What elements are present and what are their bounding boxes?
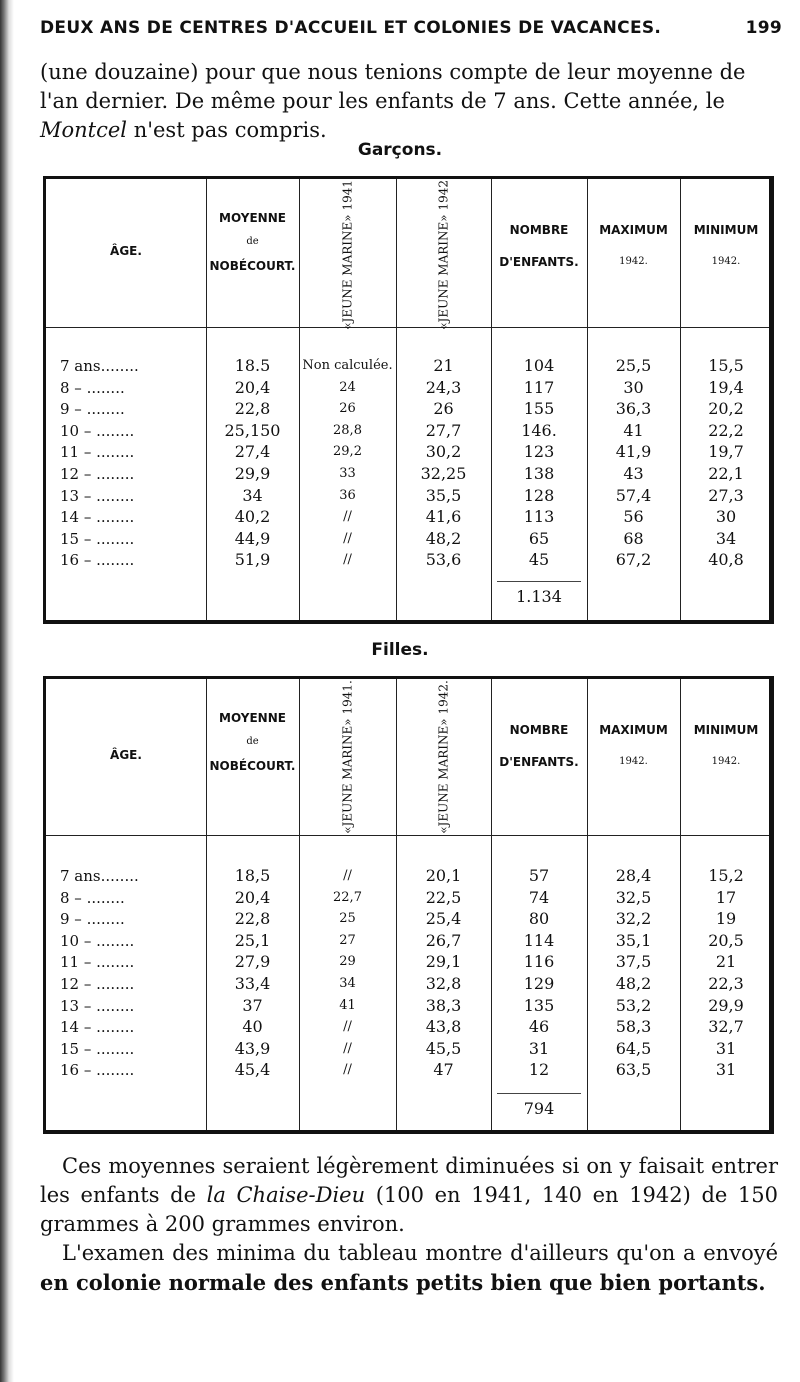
cell-min: 22,3	[708, 974, 744, 993]
cell-jm42: 26	[433, 399, 454, 419]
cell-jm42: 27,7	[425, 420, 462, 440]
cell-moy: 22,8	[234, 909, 271, 929]
cell-max: 63,5	[615, 1060, 652, 1080]
header-min-line: MINIMUM	[693, 223, 759, 237]
table-row	[46, 995, 769, 1017]
cell-moy: 27,4	[234, 442, 271, 462]
header-moy-line: MOYENNE	[219, 711, 286, 725]
cell-min: 15,5	[708, 356, 744, 375]
header-jm42: «JEUNE MARINE» 1942.	[436, 680, 450, 834]
cell-max: 25,5	[615, 356, 652, 375]
cell-min: 29,9	[708, 995, 744, 1015]
cell-nb: 117	[523, 377, 555, 397]
header-nb-line: D'ENFANTS.	[499, 255, 579, 269]
cell-moy: 40,2	[234, 507, 271, 527]
row-age: 15 – ........	[60, 529, 135, 548]
cell-max: 58,3	[615, 1017, 652, 1037]
total-rule	[497, 581, 581, 582]
header-max-line: 1942.	[619, 256, 648, 267]
row-age: 11 – ........	[60, 953, 135, 972]
cell-nb: 46	[528, 1017, 550, 1037]
cell-jm41: Non calculée.	[302, 358, 393, 373]
cell-jm42: 32,8	[425, 974, 462, 993]
header-max-line: MAXIMUM	[599, 723, 668, 737]
header-nb-line: NOMBRE	[509, 723, 569, 737]
cell-jm42: 30,2	[425, 442, 462, 462]
header-max	[589, 223, 678, 287]
header-jm41: «JEUNE MARINE» 1941.	[340, 680, 354, 834]
closing-p1-text-a: Ces moyennes seraient légèrement diminuées si on y faisait entrer les enfants de	[40, 1154, 778, 1207]
cell-moy: 37	[242, 995, 263, 1015]
header-age	[48, 748, 204, 780]
cell-jm42: 45,5	[425, 1038, 462, 1058]
table-row	[46, 1038, 769, 1060]
row-age: 13 – ........	[60, 996, 135, 1015]
cell-jm41: //	[343, 1040, 352, 1056]
cell-min: 19,4	[708, 377, 744, 397]
cell-max: 56	[623, 507, 644, 527]
header-max	[589, 723, 678, 787]
intro-text-1: (une douzaine) pour que nous tenions compte de leur moyenne de l'an dernier. De même pour les enfants de 7 ans. Cette année, le	[40, 60, 746, 113]
cell-jm41: 26	[339, 401, 356, 417]
cell-jm41: 24	[339, 379, 356, 395]
cell-jm42: 24,3	[425, 377, 462, 397]
cell-jm41: 27	[339, 932, 356, 948]
row-age: 14 – ........	[60, 508, 135, 527]
header-divider	[46, 835, 769, 836]
cell-min: 20,5	[708, 930, 744, 950]
row-age: 15 – ........	[60, 1039, 135, 1058]
row-age: 16 – ........	[60, 551, 135, 570]
cell-jm42: 38,3	[425, 995, 462, 1015]
table-row	[46, 887, 769, 909]
header-max-line: 1942.	[619, 756, 648, 767]
header-age-line: ÂGE.	[110, 748, 142, 762]
cell-min: 21	[715, 952, 737, 972]
row-age: 9 – ........	[60, 910, 125, 929]
table-row	[46, 506, 769, 528]
cell-jm42: 20,1	[425, 866, 462, 885]
table-row	[46, 377, 769, 399]
cell-nb: 123	[523, 442, 555, 462]
cell-moy: 45,4	[234, 1060, 271, 1080]
closing-p2-text-a: L'examen des minima du tableau montre d'ailleurs qu'on a envoyé	[62, 1241, 778, 1265]
table-row	[46, 420, 769, 442]
cell-jm42: 53,6	[425, 550, 462, 570]
cell-moy: 40	[242, 1017, 263, 1037]
cell-max: 35,1	[615, 930, 652, 950]
row-age: 12 – ........	[60, 465, 135, 483]
cell-jm42: 48,2	[425, 528, 462, 548]
cell-moy: 43,9	[234, 1038, 271, 1058]
header-nb	[493, 223, 585, 287]
row-age: 16 – ........	[60, 1061, 135, 1080]
cell-max: 64,5	[615, 1038, 652, 1058]
cell-jm41: //	[343, 509, 352, 525]
cell-nb: 155	[523, 399, 555, 419]
cell-nb: 114	[523, 930, 555, 950]
cell-max: 43	[623, 464, 644, 483]
cell-min: 22,1	[708, 464, 744, 483]
cell-max: 48,2	[615, 974, 652, 993]
page-number: 199	[745, 18, 782, 38]
header-moy-line: NOBÉCOURT.	[209, 759, 296, 773]
header-min-line: 1942.	[711, 756, 741, 767]
cell-min: 40,8	[708, 550, 744, 570]
cell-jm41: 29,2	[333, 444, 362, 460]
cell-max: 67,2	[615, 550, 652, 570]
cell-jm41: //	[343, 1062, 352, 1078]
running-header	[40, 18, 782, 38]
cell-min: 34	[715, 528, 737, 548]
cell-min: 20,2	[708, 399, 744, 419]
header-nb-line: NOMBRE	[509, 223, 569, 237]
garcons-title: Garçons.	[357, 140, 443, 160]
cell-nb: 116	[523, 952, 555, 972]
cell-max: 68	[623, 528, 644, 548]
row-age: 10 – ........	[60, 421, 135, 440]
table-row	[46, 973, 769, 995]
table-row	[46, 951, 769, 973]
closing-p2-text-b: en colonie normale des enfants petits bien que bien portants.	[40, 1270, 766, 1295]
cell-nb: 80	[528, 909, 550, 929]
header-min	[682, 723, 770, 787]
cell-moy: 44,9	[234, 528, 271, 548]
cell-jm42: 21	[433, 356, 454, 375]
cell-max: 32,5	[615, 887, 652, 907]
cell-nb: 12	[528, 1060, 550, 1080]
cell-nb: 146.	[521, 420, 557, 440]
header-min-line: MINIMUM	[693, 723, 759, 737]
cell-nb: 74	[528, 887, 550, 907]
header-moy-line: de	[246, 236, 259, 247]
intro-montcel: Montcel	[40, 118, 128, 142]
header-moy	[208, 711, 297, 783]
closing-chaise-dieu: la Chaise-Dieu	[206, 1183, 366, 1207]
total-children: 794	[523, 1099, 555, 1118]
table-row	[46, 441, 769, 463]
cell-max: 57,4	[615, 485, 652, 505]
cell-min: 22,2	[708, 420, 744, 440]
filles-table	[43, 676, 774, 1134]
cell-min: 30	[715, 507, 737, 527]
cell-nb: 129	[523, 974, 555, 993]
closing-text	[40, 1152, 778, 1298]
cell-jm42: 25,4	[425, 909, 462, 929]
closing-p1-text-b: (100 en 1941, 140 en 1942) de 150 grammes à 200 grammes environ.	[40, 1183, 779, 1236]
cell-min: 19,7	[708, 442, 744, 462]
header-nb-line: D'ENFANTS.	[499, 755, 579, 769]
cell-jm41: 22,7	[333, 889, 362, 905]
closing-paragraph-2	[40, 1239, 778, 1298]
cell-jm41: 34	[339, 976, 356, 991]
row-age: 8 – ........	[60, 888, 125, 907]
table-row	[46, 398, 769, 420]
cell-jm41: 41	[339, 997, 356, 1013]
cell-jm42: 26,7	[425, 930, 462, 950]
row-age: 9 – ........	[60, 400, 125, 419]
table-row	[46, 355, 769, 377]
cell-moy: 25,150	[224, 420, 281, 440]
table-row	[46, 930, 769, 952]
cell-jm41: 36	[339, 487, 356, 503]
intro-text-2: n'est pas compris.	[127, 118, 327, 142]
table-row	[46, 865, 769, 887]
cell-moy: 20,4	[234, 887, 271, 907]
cell-nb: 57	[528, 866, 550, 885]
cell-jm41: 25	[339, 911, 356, 927]
cell-nb: 45	[528, 550, 550, 570]
cell-moy: 34	[242, 485, 263, 505]
cell-min: 31	[715, 1038, 737, 1058]
header-moy-line: de	[246, 736, 259, 747]
header-min	[682, 223, 770, 287]
cell-nb: 138	[523, 464, 555, 483]
cell-moy: 18,5	[234, 866, 271, 885]
row-age: 7 ans........	[60, 867, 139, 885]
header-divider	[46, 327, 769, 328]
table-row	[46, 1059, 769, 1081]
cell-min: 27,3	[708, 485, 744, 505]
total-children: 1.134	[516, 587, 562, 606]
cell-jm41: 33	[339, 466, 356, 481]
cell-min: 15,2	[708, 866, 744, 885]
table-row	[46, 908, 769, 930]
cell-max: 30	[623, 377, 644, 397]
table-row	[46, 1016, 769, 1038]
cell-jm41: //	[343, 868, 352, 883]
cell-moy: 18.5	[234, 356, 271, 375]
header-age	[48, 244, 204, 276]
cell-nb: 65	[528, 528, 550, 548]
cell-moy: 22,8	[234, 399, 271, 419]
cell-max: 53,2	[615, 995, 652, 1015]
header-moy	[208, 211, 297, 283]
row-age: 11 – ........	[60, 443, 135, 462]
cell-max: 41	[623, 420, 644, 440]
cell-moy: 51,9	[234, 550, 271, 570]
cell-min: 31	[715, 1060, 737, 1080]
row-age: 14 – ........	[60, 1018, 135, 1037]
cell-nb: 135	[523, 995, 555, 1015]
cell-max: 28,4	[615, 866, 652, 885]
running-title: DEUX ANS DE CENTRES D'ACCUEIL ET COLONIES DE VACANCES.	[40, 18, 662, 38]
cell-moy: 20,4	[234, 377, 271, 397]
cell-jm41: 28,8	[333, 422, 362, 438]
total-rule	[497, 1093, 581, 1094]
closing-paragraph-1	[40, 1152, 778, 1239]
cell-nb: 113	[523, 507, 555, 527]
cell-nb: 31	[528, 1038, 550, 1058]
cell-jm42: 32,25	[420, 464, 467, 483]
table-row	[46, 549, 769, 571]
page-binding-shadow	[0, 0, 14, 1382]
cell-moy: 29,9	[234, 464, 271, 483]
row-age: 12 – ........	[60, 975, 135, 993]
cell-max: 32,2	[615, 909, 652, 929]
table-row	[46, 528, 769, 550]
cell-min: 32,7	[708, 1017, 744, 1037]
cell-jm42: 47	[433, 1060, 454, 1080]
cell-jm41: 29	[339, 954, 356, 970]
table-row	[46, 485, 769, 507]
row-age: 13 – ........	[60, 486, 135, 505]
cell-jm42: 43,8	[425, 1017, 462, 1037]
cell-moy: 33,4	[234, 974, 271, 993]
cell-min: 17	[715, 887, 737, 907]
filles-title: Filles.	[371, 640, 429, 660]
header-jm41: «JEUNE MARINE» 1941.	[340, 176, 354, 330]
header-min-line: 1942.	[711, 256, 741, 267]
cell-jm41: //	[343, 552, 352, 568]
cell-max: 36,3	[615, 399, 652, 419]
cell-max: 37,5	[615, 952, 652, 972]
header-nb	[493, 723, 585, 787]
cell-jm42: 22,5	[425, 887, 462, 907]
cell-nb: 128	[523, 485, 555, 505]
cell-nb: 104	[523, 356, 555, 375]
header-age-line: ÂGE.	[110, 244, 142, 258]
cell-moy: 27,9	[234, 952, 271, 972]
header-moy-line: NOBÉCOURT.	[209, 259, 296, 273]
row-age: 7 ans........	[60, 357, 139, 375]
cell-jm41: //	[343, 530, 352, 546]
cell-jm42: 29,1	[425, 952, 462, 972]
cell-moy: 25,1	[234, 930, 271, 950]
intro-paragraph	[40, 58, 780, 145]
header-moy-line: MOYENNE	[219, 211, 286, 225]
garcons-table	[43, 176, 774, 624]
header-max-line: MAXIMUM	[599, 223, 668, 237]
cell-jm42: 35,5	[425, 485, 462, 505]
row-age: 10 – ........	[60, 931, 135, 950]
row-age: 8 – ........	[60, 378, 125, 397]
cell-jm41: //	[343, 1019, 352, 1035]
table-row	[46, 463, 769, 485]
header-jm42: «JEUNE MARINE» 1942.	[436, 176, 450, 330]
cell-max: 41,9	[615, 442, 652, 462]
cell-min: 19	[715, 909, 737, 929]
cell-jm42: 41,6	[425, 507, 462, 527]
